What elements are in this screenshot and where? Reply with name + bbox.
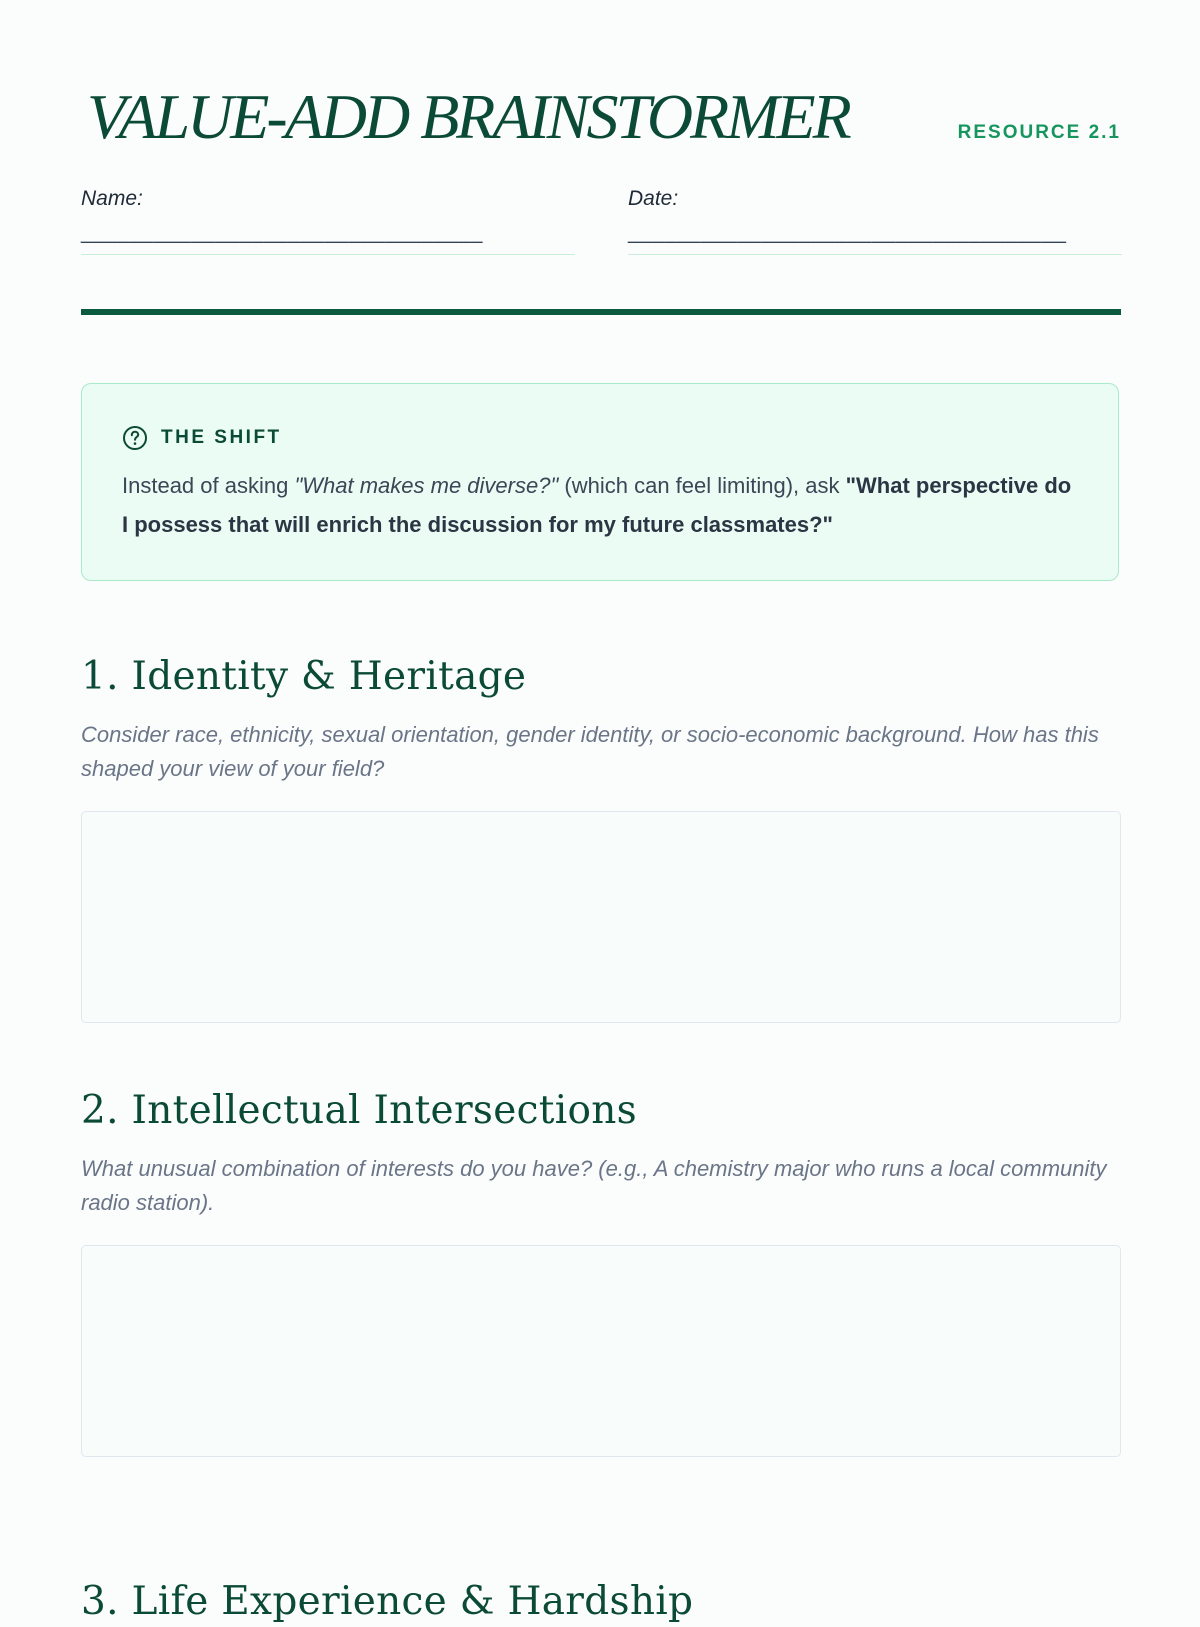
callout-text [122, 466, 1082, 544]
answer-box-intersections[interactable] [81, 1245, 1121, 1457]
callout-text-middle: (which can feel limiting), ask [558, 473, 846, 498]
date-field[interactable] [628, 182, 1122, 255]
callout-text-prefix: Instead of asking [122, 473, 295, 498]
section-life-experience [81, 1577, 1121, 1627]
date-label: Date: [628, 187, 679, 210]
shift-callout [81, 383, 1119, 581]
section-prompt: What unusual combination of interests do you have? (e.g., A chemistry major who runs a local community radio station). [81, 1156, 1107, 1215]
callout-text-quote: "What makes me diverse?" [294, 473, 559, 498]
date-line: ____________________________________ [628, 221, 1067, 244]
name-label: Name: [81, 187, 143, 210]
name-line: _________________________________ [81, 221, 483, 244]
worksheet-header [81, 80, 1121, 150]
callout-header [122, 424, 282, 452]
callout-label: THE SHIFT [161, 427, 282, 448]
section-prompt: Consider race, ethnicity, sexual orientation, gender identity, or socio-economic background. How has this shaped your view of your field? [81, 722, 1099, 781]
section-intellectual-intersections [81, 1086, 1121, 1457]
callout-text-bold: "What perspective do I possess that will enrich the discussion for my future classmates?" [122, 473, 1072, 537]
name-field[interactable] [81, 182, 575, 255]
question-circle-icon [122, 425, 148, 451]
section-heading: 3. Life Experience & Hardship [81, 1579, 694, 1624]
header-divider [81, 309, 1121, 315]
section-identity-heritage [81, 652, 1121, 1023]
worksheet-page [81, 0, 1121, 1624]
section-heading: 2. Intellectual Intersections [81, 1088, 637, 1133]
section-heading: 1. Identity & Heritage [81, 654, 527, 699]
answer-box-identity[interactable] [81, 811, 1121, 1023]
page-title: VALUE-ADD BRAINSTORMER [87, 81, 849, 152]
resource-tag: RESOURCE 2.1 [957, 122, 1121, 143]
